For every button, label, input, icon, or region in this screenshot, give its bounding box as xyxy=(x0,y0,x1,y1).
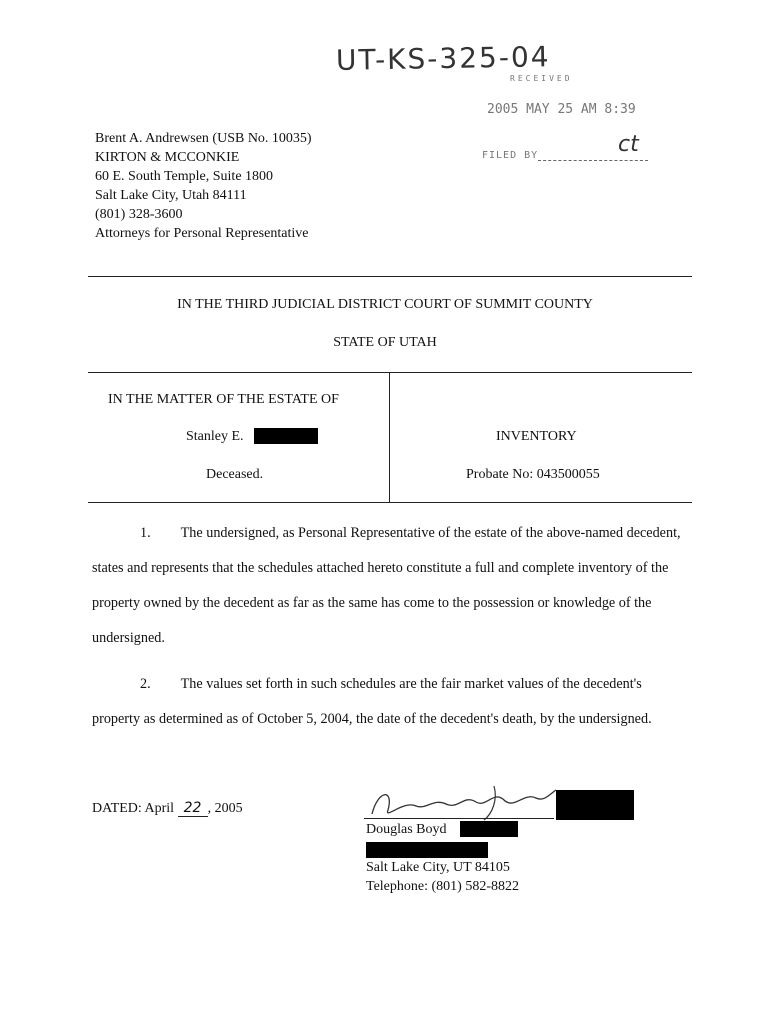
probate-label: Probate No: xyxy=(466,467,534,482)
paragraph-2 xyxy=(92,667,692,737)
signature-line xyxy=(364,818,554,819)
handwritten-case-number: UT-KS-325-04 xyxy=(335,40,551,77)
dated-line xyxy=(92,800,243,817)
attorney-role: Attorneys for Personal Representative xyxy=(95,226,309,241)
dated-comma: , xyxy=(207,801,212,816)
header-divider xyxy=(88,276,692,277)
law-firm: KIRTON & MCCONKIE xyxy=(95,150,240,165)
matter-line: IN THE MATTER OF THE ESTATE OF xyxy=(108,392,339,407)
stamp-filed-by-underline xyxy=(538,160,648,161)
attorney-name: Brent A. Andrewsen (USB No. 10035) xyxy=(95,131,312,146)
stamp-filed-by: FILED BY xyxy=(482,150,539,161)
redaction-signer-surname xyxy=(460,821,518,837)
caption-bottom-rule xyxy=(88,502,692,503)
deceased-label: Deceased. xyxy=(206,467,264,482)
dated-year: 2005 xyxy=(214,801,243,816)
decedent-name: Stanley E. xyxy=(186,429,244,444)
received-stamp-text: RECEIVED xyxy=(510,74,573,83)
document-title: INVENTORY xyxy=(496,429,577,444)
attorney-block xyxy=(95,129,312,243)
paragraph-2-text: The values set forth in such schedules are the fair market values of the decedent's property as determined as of October 5, 2004, the date of the decedent's death, by the undersigned. xyxy=(92,676,652,727)
paragraph-1-text: The undersigned, as Personal Representative of the estate of the above-named decedent, states and represents that the schedules attached hereto constitute a full and complete inventory of the property owned by the decedent as far as the same has come to the possession or knowledge of the undersigned. xyxy=(92,525,681,646)
probate-number-line xyxy=(466,467,600,483)
dated-label: DATED: April xyxy=(92,801,175,816)
redaction-signer-address xyxy=(366,842,488,858)
signature-scrawl xyxy=(364,780,564,822)
signer-name: Douglas Boyd xyxy=(366,822,447,837)
paragraph-1-number: 1. xyxy=(140,525,151,541)
state-title: STATE OF UTAH xyxy=(333,335,437,350)
caption-top-rule xyxy=(88,372,692,373)
signer-phone: Telephone: (801) 582-8822 xyxy=(366,879,519,894)
caption-center-divider xyxy=(389,372,390,502)
firm-city: Salt Lake City, Utah 84111 xyxy=(95,188,247,203)
stamp-initials: ct xyxy=(618,132,639,157)
redaction-decedent-surname xyxy=(254,428,318,444)
dated-day: 22 xyxy=(178,800,208,817)
paragraph-1 xyxy=(92,516,692,656)
firm-street: 60 E. South Temple, Suite 1800 xyxy=(95,169,274,184)
redaction-signature-tail xyxy=(556,790,634,820)
signer-city: Salt Lake City, UT 84105 xyxy=(366,860,510,875)
paragraph-2-number: 2. xyxy=(140,676,151,692)
court-title: IN THE THIRD JUDICIAL DISTRICT COURT OF SUMMIT COUNTY xyxy=(177,297,593,312)
firm-phone: (801) 328-3600 xyxy=(95,207,183,222)
stamp-date-time: 2005 MAY 25 AM 8:39 xyxy=(487,102,636,117)
probate-number: 043500055 xyxy=(536,467,600,482)
